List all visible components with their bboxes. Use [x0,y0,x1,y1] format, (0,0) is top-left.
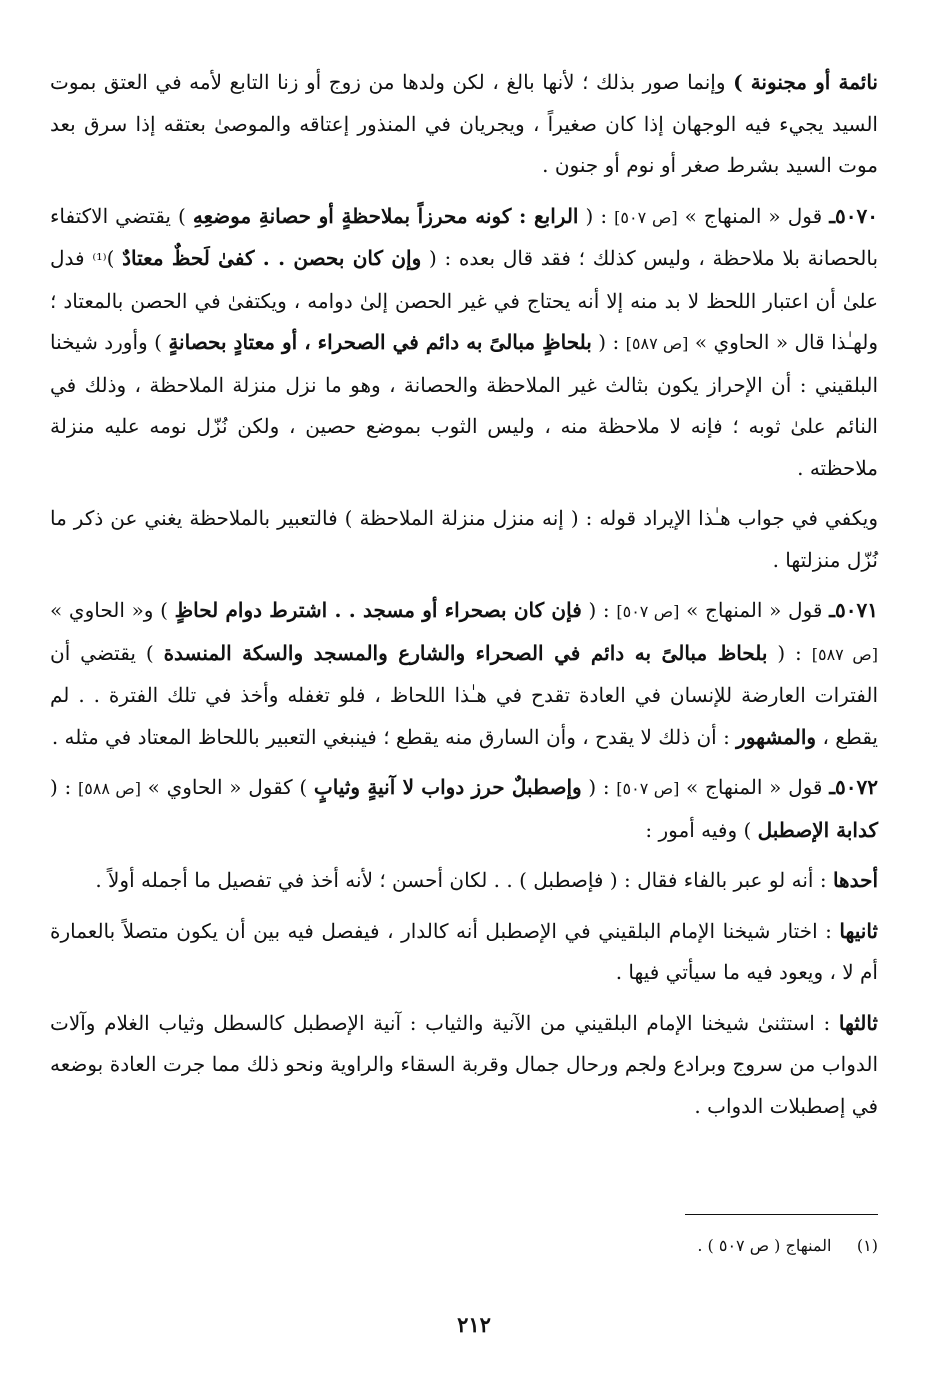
bold-text: والمشهور [736,724,817,749]
text-run: : ( [591,330,626,354]
text-run: : ( [578,203,615,228]
text-run: ) وفيه أمور : [645,817,758,842]
text-run: : أن ذلك لا يقدح ، وأن السارق منه يقطع ؛ فينبغي التعبير باللحاظ المعتاد في مثله . [51,724,737,749]
page-number: ٢١٢ [457,1312,491,1337]
paragraph-second [50,911,878,994]
bold-text: وإن كان بحصن . . كفىٰ لَحظٌ معتادٌ [122,246,422,270]
text-run: ) كقول « الحاوي » [140,775,314,799]
page-reference: [ص ٥٠٧] [614,207,678,227]
page-reference: ⁽¹⁾ [92,250,107,269]
footnote-text: المنهاج ( ص ٥٠٧ ) . [697,1236,832,1255]
text-run: : ( [50,775,78,799]
text-run: : أنه لو عبر بالفاء فقال : ( فإصطبل ) . . لكان أحسن ؛ لأنه أخذ في تفصيل ما أجمله أولاً . [95,868,833,892]
bold-text: فإن كان بصحراء أو مسجد . . اشترط دوام لحاظٍ [174,598,582,622]
bold-text: نائمة أو مجنونة ) [733,70,879,94]
bold-text: وإصطبلٌ حرز دواب لا آنيةٍ وثيابٍ [313,775,582,799]
text-run: : اختار شيخنا الإمام البلقيني في الإصطبل أنه كالدار ، فيفصل فيه بين أن يكون متصلاً بالعمارة أم لا ، ويعود فيه ما سيأتي فيها . [50,918,878,984]
text-run: : ( [581,598,617,622]
paragraph-first [50,860,878,902]
page-body [50,62,878,1136]
text-run: قول « المنهاج » [679,598,830,622]
paragraph [50,62,878,187]
bold-text: ثالثها [838,1010,878,1035]
paragraph-third [50,1003,878,1128]
text-run: ) يقتضي أن الفترات العارضة للإنسان في العادة تقدح في هـٰذا اللحاظ ، فلو تغفله وأخذ في تلك الفترة . . لم يقطع ، [50,640,878,749]
paragraph-5072 [50,767,878,851]
text-run: : استثنىٰ شيخنا الإمام البلقيني من الآنية والثياب : آنية الإصطبل كالسطل وثياب الغلام وآلات الدواب من سروج وبرادع ولجم ورحال جمال وقربة السقاء والراوية ونحو ذلك مما جرت العادة بوضعه في إصطبلات الدواب . [50,1010,878,1118]
page-reference: [ص ٥٨٧] [811,644,878,664]
bold-text: أحدها [832,868,878,892]
bold-text: الرابع : كونه محرزاً بملاحظةٍ أو حصانةِ موضعِهِ [192,203,579,228]
paragraph-5071 [50,590,878,758]
bold-text: كدابة الإصطبل [757,817,878,842]
text-run: ويكفي في جواب هـٰذا الإيراد قوله : ( إنه منزل منزلة الملاحظة ) فالتعبير بالملاحظة يغني عن ذكر ما نُزّل منزلتها . [50,506,878,572]
text-run: فدل علىٰ أن اعتبار اللحظ لا بد منه إلا أنه يحتاج في غير الحصن إلىٰ دوامه ، ويكتفىٰ في الحصن بالمعتاد ؛ ولهـٰذا قال « الحاوي » [50,246,879,354]
text-run: وإنما صور بذلك ؛ لأنها بالغ ، لكن ولدها من زوج أو زنا التابع لأمه في العتق بموت السيد يجيء فيه الوجهان إذا كان صغيراً ، ويجريان في المنذور إعتاقه والموصىٰ بعتقه إذا سرق بعد موت السيد بشرط صغر أو نوم أو جنون . [50,70,878,177]
paragraph-5070 [50,196,878,490]
bold-text: ٥٠٧٢ـ [829,775,879,799]
bold-text: بلحاظٍ مبالىً به دائم في الصحراء ، أو معتادٍ بحصانةٍ [168,330,592,354]
footnote-divider [685,1214,878,1215]
text-run: قول « المنهاج » [677,203,830,228]
text-run: : ( [767,640,812,665]
page-reference: [ص ٥٠٧] [616,779,680,798]
footnote [697,1228,878,1264]
text-run: قول « المنهاج » [679,775,830,799]
bold-text: ثانيها [839,918,878,943]
text-run: : ( [581,775,617,799]
page-reference: [ص ٥٨٧] [625,334,689,353]
text-run: ) يقتضي الاكتفاء بالحصانة بلا ملاحظة ، وليس كذلك ؛ فقد قال بعده : ( [50,203,879,270]
page-reference: [ص ٥٠٧] [616,602,680,621]
text-run: ) [106,246,123,270]
text-run: ) و« الحاوي » [50,598,175,622]
paragraph [50,498,878,581]
bold-text: ٥٠٧٠ـ [829,203,879,228]
text-run: ) وأورد شيخنا البلقيني : أن الإحراز يكون بثالث غير الملاحظة والحصانة ، وهو ما نزل منزلة الملاحظة ، وذلك في النائم علىٰ ثوبه ؛ فإنه لا ملاحظة منه ، وليس الثوب بموضع حصين ، ولكن نُزّل نومه عليه منزلة ملاحظته . [50,330,878,480]
page-reference: [ص ٥٨٨] [77,779,141,798]
footnote-marker: (١) [856,1236,878,1255]
bold-text: ٥٠٧١ـ [829,598,878,622]
bold-text: بلحاظ مبالىً به دائم في الصحراء والشارع والمسجد والسكة المنسدة [163,640,768,665]
